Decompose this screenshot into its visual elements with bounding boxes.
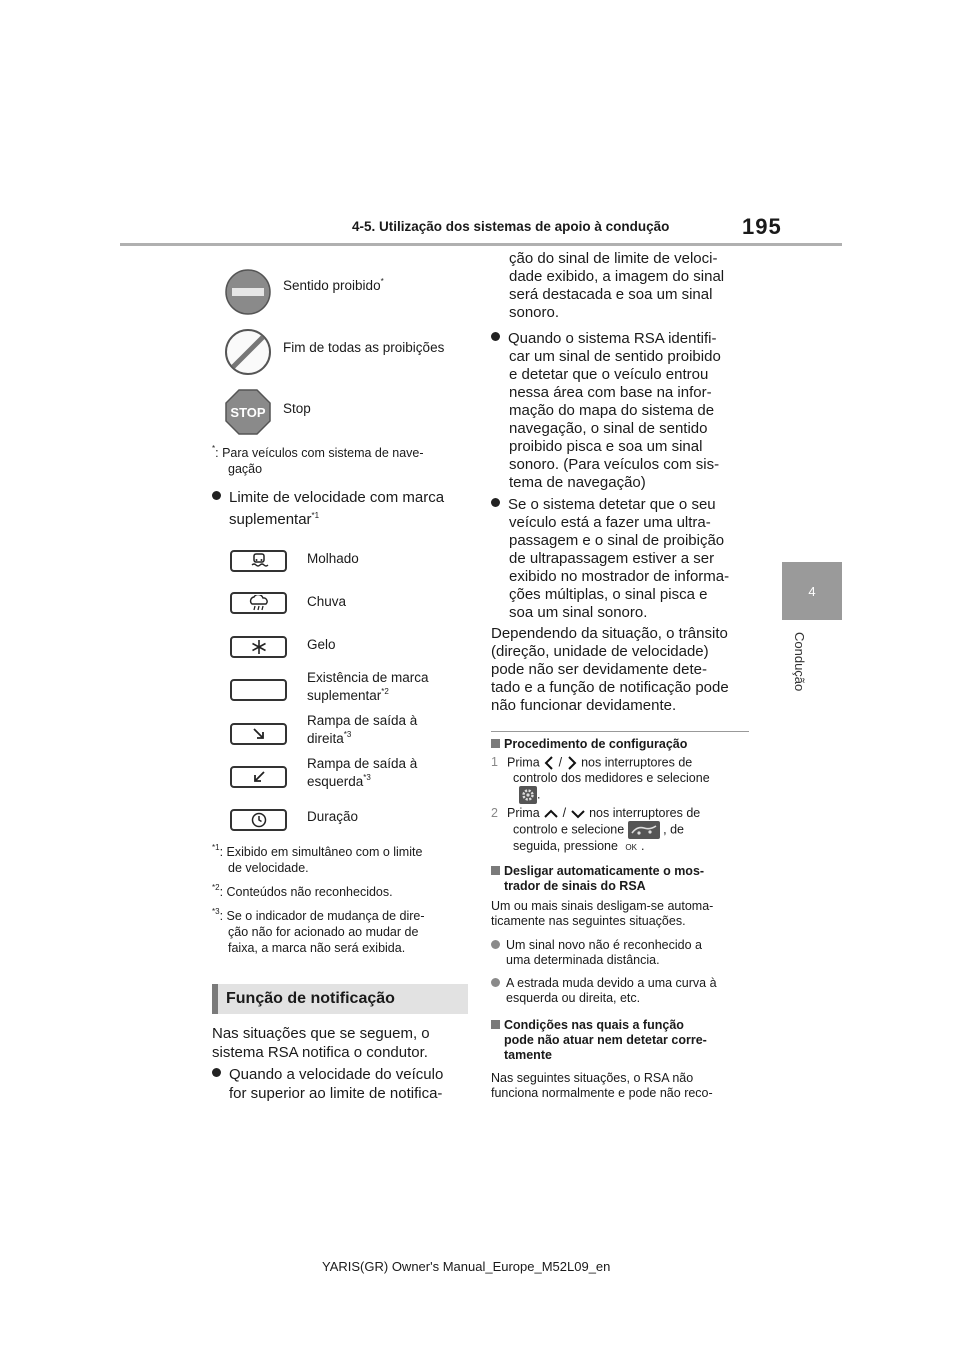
settings-gear-icon <box>519 786 537 804</box>
wet-mark-icon <box>230 550 287 572</box>
page-number: 195 <box>742 214 782 239</box>
svg-text:STOP: STOP <box>230 405 266 420</box>
supplementary-label-exit-left: Rampa de saída à esquerda$^{*3}$ <box>307 756 418 789</box>
bullet-speed-limit: Quando a velocidade do veículo for superior ao limite de notifica- <box>212 1065 467 1103</box>
supplementary-label-ice: Gelo <box>307 637 336 652</box>
bullet-no-entry: Quando o sistema RSA identifi- car um sinal de sentido proibido e detetar que o veículo entrou nessa área com base na infor- mação do mapa do sistema de navegação, o sinal de sentido proibido pisca e soa um sinal sonoro. (Para veículos com sis- tema de navegação) <box>491 330 756 492</box>
procedure-step-2: 2 Prima / nos interruptores de controlo e selecione , de seguida, pressione OK . <box>491 806 701 853</box>
section-title: 4-5. Utilização dos sistemas de apoio à condução <box>352 219 670 234</box>
auto-off-item-1: Um sinal novo não é reconhecido a uma determinada distância. <box>491 938 756 968</box>
square-marker-icon <box>491 1020 500 1029</box>
chevron-left-icon <box>543 755 555 771</box>
circle-marker-icon <box>491 978 500 987</box>
bullet-dot-icon <box>212 1068 221 1077</box>
auto-off-heading: Desligar automaticamente o mos- trador de sinais do RSA <box>491 864 756 894</box>
circle-marker-icon <box>491 940 500 949</box>
supplementary-label-exit-right: Rampa de saída à direita$^{*3}$ <box>307 713 418 746</box>
sign-label-no-entry: Sentido proibido* <box>283 277 384 293</box>
rain-mark-icon <box>230 592 287 614</box>
exit-left-mark-icon <box>230 766 287 788</box>
sign-label-stop: Stop <box>283 401 311 416</box>
square-marker-icon <box>491 866 500 875</box>
footnote-1: $^{*1}$: Exibido em simultâneo com o limite de velocidade. <box>212 843 423 875</box>
situation-paragraph: Dependendo da situação, o trânsito (direção, unidade de velocidade) pode não ser devidamente dete- tado e a função de notificação pode não funcionar devidamente. <box>491 625 729 714</box>
bullet-continuation: ção do sinal de limite de veloci- dade exibido, a imagem do sinal será destacada e soa um sinal sonoro. <box>509 250 725 321</box>
intro-paragraph: Nas situações que se seguem, o sistema RSA notifica o condutor. <box>212 1025 430 1061</box>
header-rule <box>120 243 842 246</box>
footnote-3: $^{*3}$: Se o indicador de mudança de dire- ção não for acionado ao mudar de faixa, a marca não será exibida. <box>212 907 425 955</box>
chevron-up-icon <box>543 808 559 820</box>
supplementary-label-rain: Chuva <box>307 594 347 609</box>
chapter-label: Condução <box>792 632 807 692</box>
sign-label-end-prohibitions: Fim de todas as proibições <box>283 340 445 355</box>
chevron-down-icon <box>570 808 586 820</box>
stop-sign-icon <box>224 388 272 436</box>
exit-right-mark-icon <box>230 723 287 745</box>
auto-off-item-2: A estrada muda devido a uma curva à esquerda ou direita, etc. <box>491 976 756 1006</box>
procedure-heading: Procedimento de configuração <box>491 737 756 752</box>
notification-section-heading: Função de notificação <box>212 984 468 1014</box>
ok-button-icon: OK <box>625 843 637 852</box>
chapter-number: 4 <box>808 583 816 599</box>
no-entry-sign-icon <box>224 268 272 316</box>
duration-mark-icon <box>230 809 287 831</box>
bullet-dot-icon <box>491 332 500 341</box>
square-marker-icon <box>491 739 500 748</box>
rsa-setting-icon <box>628 821 660 839</box>
divider <box>491 731 749 732</box>
conditions-text: Nas seguintes situações, o RSA não funciona normalmente e pode não reco- <box>491 1071 713 1100</box>
supplementary-label-unknown: Existência de marca suplementar$^{*2}$ <box>307 670 429 703</box>
auto-off-text: Um ou mais sinais desligam-se automa- ticamente nas seguintes situações. <box>491 899 714 928</box>
conditions-heading: Condições nas quais a função pode não atuar nem detetar corre- tamente <box>491 1018 756 1063</box>
bullet-dot-icon <box>491 498 500 507</box>
bullet-supplementary-mark: Limite de velocidade com marca suplementar$^{*1}$ <box>212 488 467 529</box>
end-of-prohibitions-sign-icon <box>224 328 272 376</box>
footnote-2: $^{*2}$: Conteúdos não reconhecidos. <box>212 883 393 899</box>
supplementary-label-wet: Molhado <box>307 551 359 566</box>
footnote-star: *: Para veículos com sistema de nave- gação <box>212 444 424 476</box>
chevron-right-icon <box>566 755 578 771</box>
bullet-overtaking: Se o sistema detetar que o seu veículo está a fazer uma ultra- passagem e o sinal de proibição de ultrapassagem estiver a ser exibido no mostrador de informa- ções múltiplas, o sinal pisca e soa um sinal sonoro. <box>491 496 756 622</box>
empty-mark-icon <box>230 679 287 701</box>
procedure-step-1: 1 Prima / nos interruptores de controlo dos medidores e selecione . <box>491 755 756 804</box>
chapter-tab[interactable] <box>782 562 842 620</box>
supplementary-label-duration: Duração <box>307 809 359 824</box>
ice-mark-icon <box>230 636 287 658</box>
bullet-dot-icon <box>212 491 221 500</box>
footer-manual-id: YARIS(GR) Owner's Manual_Europe_M52L09_en <box>322 1259 611 1274</box>
